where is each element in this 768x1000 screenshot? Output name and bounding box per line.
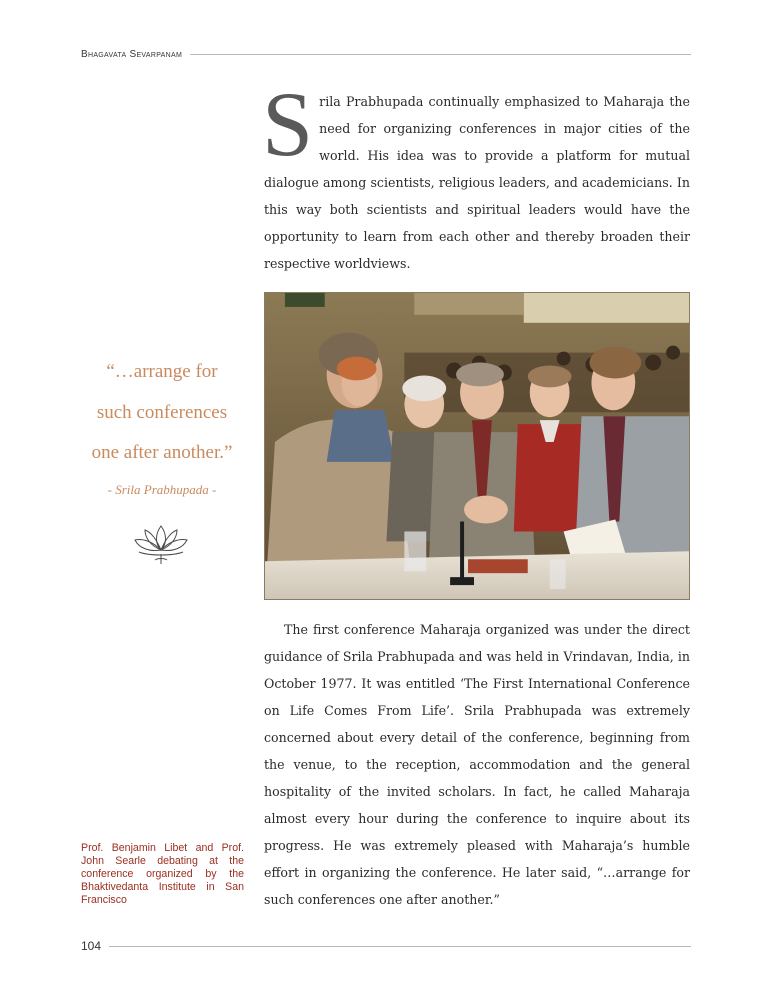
footer-rule — [109, 946, 691, 947]
intro-text: rila Prabhupada continually emphasized to Maharaja the need for organizing conferences in major cities of the world. His idea was to provide a platform for mutual dialogue among scientists, religious leaders, and academicians. In this way both scientists and spiritual leaders would have the opportunity to learn from each other and thereby broaden their respective worldviews. — [264, 94, 690, 271]
page-number: 104 — [81, 939, 102, 953]
intro-paragraph — [262, 73, 690, 277]
photo-caption: Prof. Benjamin Libet and Prof. John Searle debating at the conference organized by the Bhaktivedanta Institute in San Francisco — [81, 842, 244, 906]
header-title: Bhagavata Sevarpanam — [81, 48, 183, 60]
pull-quote-line: such conferences — [96, 401, 228, 423]
running-header — [81, 44, 691, 64]
lotus-icon — [131, 520, 191, 566]
conference-photo-illustration — [265, 293, 689, 599]
pull-quote-line: “…arrange for — [106, 361, 218, 382]
drop-cap: S — [262, 73, 314, 175]
pull-quote-line: one after another.” — [91, 442, 233, 463]
pull-quote — [80, 352, 244, 498]
page-footer — [81, 936, 691, 956]
body-paragraph: The first conference Maharaja organized was under the direct guidance of Srila Prabhupada and was held in Vrindavan, India, in October 1977. It was entitled ‘The First International Conference on Life Comes From Life’. Srila Prabhupada was extremely concerned about every detail of the conference, beginning from the venue, to the reception, accommodation and the general hospitality of the invited scholars. In fact, he called Maharaja almost every hour during the conference to inquire about its progress. He was extremely pleased with Maharaja’s humble effort in organizing the conference. He later said, “…arrange for such conferences one after another.” — [264, 622, 690, 907]
pull-quote-attribution: - Srila Prabhupada - — [107, 481, 217, 497]
header-rule — [190, 54, 691, 55]
conference-photo — [264, 292, 690, 600]
